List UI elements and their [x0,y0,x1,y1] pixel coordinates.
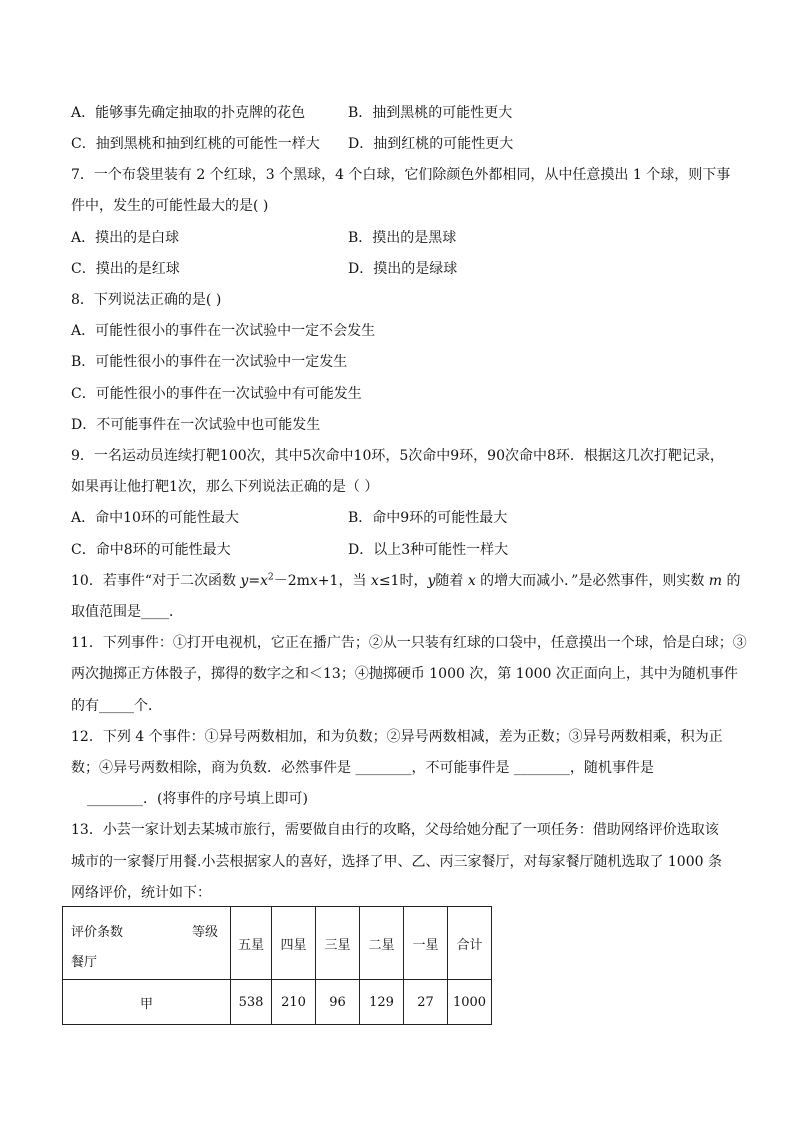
q9-option-c: C．命中8环的可能性最大 [71,542,231,558]
q9-option-d: D．以上3种可能性一样大 [348,542,509,558]
q10-exponent: 2 [267,572,274,583]
q10-text-part: ≤1时， [378,573,428,589]
q7-option-d: D．摸出的是绿球 [348,261,458,277]
q10-text-part: 的 [722,573,741,589]
q8-option-d: D．不可能事件在一次试验中也可能发生 [71,417,321,433]
q13-stem-line3: 网络评价，统计如下： [71,885,211,901]
table-header-cell: 五星 [231,907,272,980]
q6-option-b: B．抽到黑桃的可能性更大 [348,105,513,121]
q10-stem-line2: 取值范围是____． [71,604,183,620]
q12-stem-line3: ________．(将事件的序号填上即可) [87,791,308,807]
table-cell: 96 [316,980,360,1025]
q10-text-part: 的增大而减小．”是必然事件，则实数 [475,573,709,589]
q9-option-a: A．命中10环的可能性最大 [71,510,239,526]
table-corner-cell [63,907,231,980]
q8-stem: 8．下列说法正确的是( ) [71,292,222,308]
table-header-cell: 二星 [360,907,404,980]
table-header-cell: 三星 [316,907,360,980]
q10-var-y: y [427,573,436,589]
table-cell: 27 [404,980,448,1025]
q13-stem-line1: 13．小芸一家计划去某城市旅行，需要做自由行的攻略，父母给她分配了一项任务：借助网络评价选取该 [71,822,719,838]
q13-stem-line2: 城市的一家餐厅用餐.小芸根据家人的喜好，选择了甲、乙、丙三家餐厅，对每家餐厅随机选取了 1000 条 [71,854,722,870]
q11-stem-line1: 11．下列事件：①打开电视机，它正在播广告；②从一只装有红球的口袋中，任意摸出一个球，恰是白球；③ [71,635,747,651]
table-cell: 538 [231,980,272,1025]
corner-label-restaurant: 餐厅 [71,955,98,970]
q7-stem-line1: 7．一个布袋里装有 2 个红球，3 个黑球，4 个白球，它们除颜色外都相同，从中任意摸出 1 个球，则下事 [71,167,731,183]
table-header-cell: 一星 [404,907,448,980]
q6-option-d: D．抽到红桃的可能性更大 [348,136,514,152]
q6-option-a: A．能够事先确定抽取的扑克牌的花色 [71,105,306,121]
q7-stem-line2: 件中，发生的可能性最大的是( ) [71,198,269,214]
q7-option-a: A．摸出的是白球 [71,230,180,246]
q8-option-b: B．可能性很小的事件在一次试验中一定发生 [71,354,348,370]
q12-stem-line2: 数；④异号两数相除，商为负数．必然事件是 ________，不可能事件是 ________，随机事件是 [71,760,654,776]
q8-option-a: A．可能性很小的事件在一次试验中一定不会发生 [71,323,376,339]
q10-var-x: x [309,573,318,589]
corner-label-grade: 等级 [191,925,218,940]
q9-option-b: B．命中9环的可能性最大 [348,510,508,526]
q10-var-m: m [708,573,723,589]
table-header-cell: 四星 [272,907,316,980]
q8-option-c: C．可能性很小的事件在一次试验中有可能发生 [71,386,362,402]
q10-text-part: 10．若事件“对于二次函数 [71,573,241,589]
q10-var-x: x [370,573,379,589]
q10-stem-line1 [71,572,741,590]
table-header-row [63,907,492,980]
corner-label-count: 评价条数 [71,925,124,940]
evaluation-table [62,906,492,1025]
q7-option-b: B．摸出的是黑球 [348,230,457,246]
q10-text-part: －2m [273,573,310,589]
table-row-label: 甲 [63,980,231,1025]
q9-stem-line2: 如果再让他打靶1次，那么下列说法正确的是（ ） [71,479,379,495]
q9-stem-line1: 9．一名运动员连续打靶100次，其中5次命中10环，5次命中9环，90次命中8环．根据这几次打靶记录， [71,448,724,464]
q6-option-c: C．抽到黑桃和抽到红桃的可能性一样大 [71,136,320,152]
table-cell: 210 [272,980,316,1025]
q10-equals: = [248,573,261,589]
q11-stem-line2: 两次抛掷正方体骰子，掷得的数字之和＜13；④抛掷硬币 1000 次，第 1000 次正面向上，其中为随机事件 [71,666,738,682]
q7-option-c: C．摸出的是红球 [71,261,180,277]
q10-var-x: x [467,573,476,589]
q10-var-x: x [260,573,268,589]
q10-var-y: y [240,573,249,589]
table-header-cell: 合计 [448,907,492,980]
q10-text-part: 随着 [435,573,468,589]
table-cell: 1000 [448,980,492,1025]
table-row [63,980,492,1025]
q12-stem-line1: 12．下列 4 个事件：①异号两数相加，和为负数；②异号两数相减，差为正数；③异号两数相乘，积为正 [71,729,723,745]
table-cell: 129 [360,980,404,1025]
q10-text-part: +1，当 [317,573,371,589]
q11-stem-line3: 的有_____个． [71,698,162,714]
